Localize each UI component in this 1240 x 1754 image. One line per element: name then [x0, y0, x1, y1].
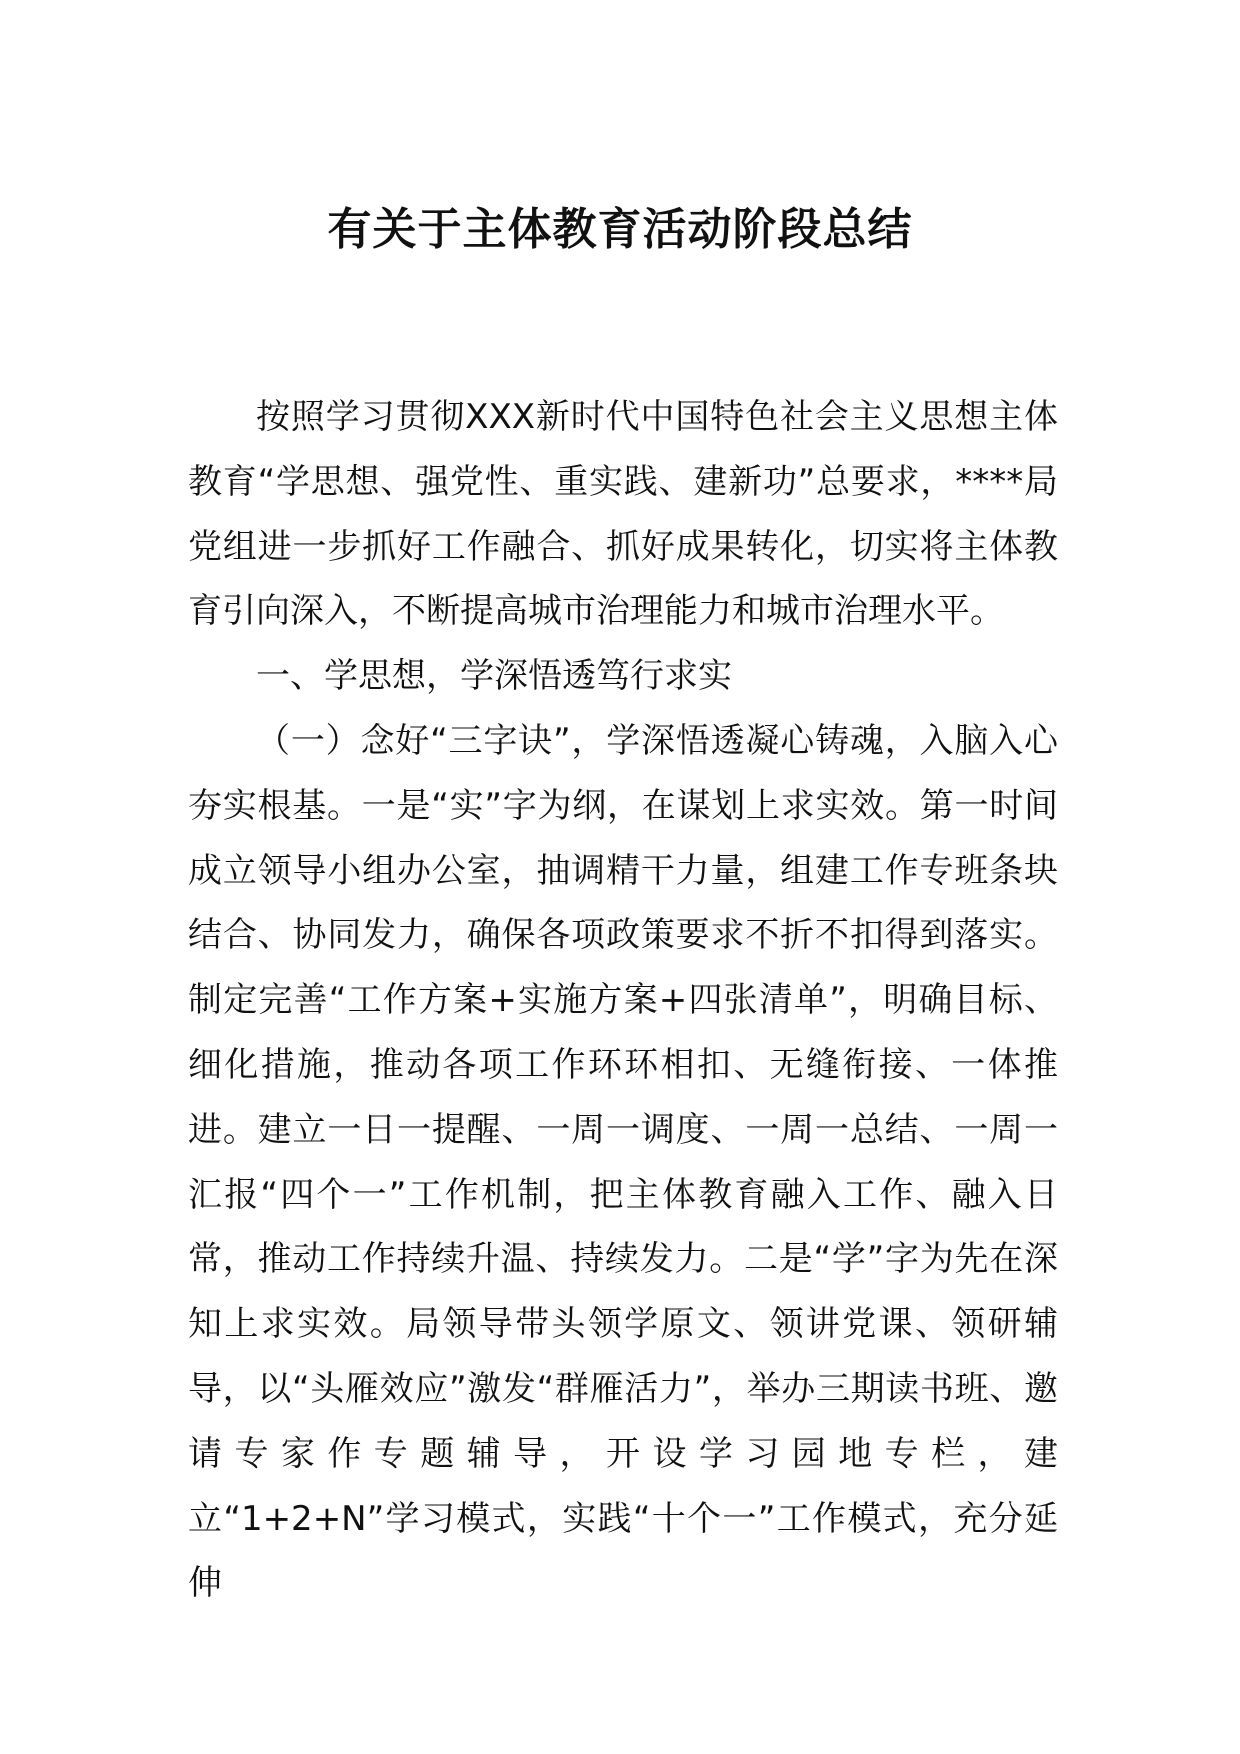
subsection-paragraph-1: （一）念好“三字诀”，学深悟透凝心铸魂，入脑入心夯实根基。一是“实”字为纲，在谋划上求实效。第一时间成立领导小组办公室，抽调精干力量，组建工作专班条块结合、协同发力，确保各项政策要求不折不扣得到落实。制定完善“工作方案+实施方案+四张清单”，明确目标、细化措施，推动各项工作环环相扣、无缝衔接、一体推进。建立一日一提醒、一周一调度、一周一总结、一周一汇报“四个一”工作机制，把主体教育融入工作、融入日常，推动工作持续升温、持续发力。二是“学”字为先在深知上求实效。局领导带头领学原文、领讲党课、领研辅导，以“头雁效应”激发“群雁活力”，举办三期读书班、邀请专家作专题辅导，开设学习园地专栏，建立“1+2+N”学习模式，实践“十个一”工作模式，充分延伸 [188, 720, 1058, 1604]
document-body [188, 385, 1058, 1616]
intro-paragraph: 按照学习贯彻XXX新时代中国特色社会主义思想主体教育“学思想、强党性、重实践、建新功”总要求，****局党组进一步抓好工作融合、抓好成果转化，切实将主体教育引向深入，不断提高城市治理能力和城市治理水平。 [188, 397, 1058, 632]
section-heading-1: 一、学思想，学深悟透笃行求实 [256, 656, 732, 697]
document-title: 有关于主体教育活动阶段总结 [327, 204, 913, 255]
